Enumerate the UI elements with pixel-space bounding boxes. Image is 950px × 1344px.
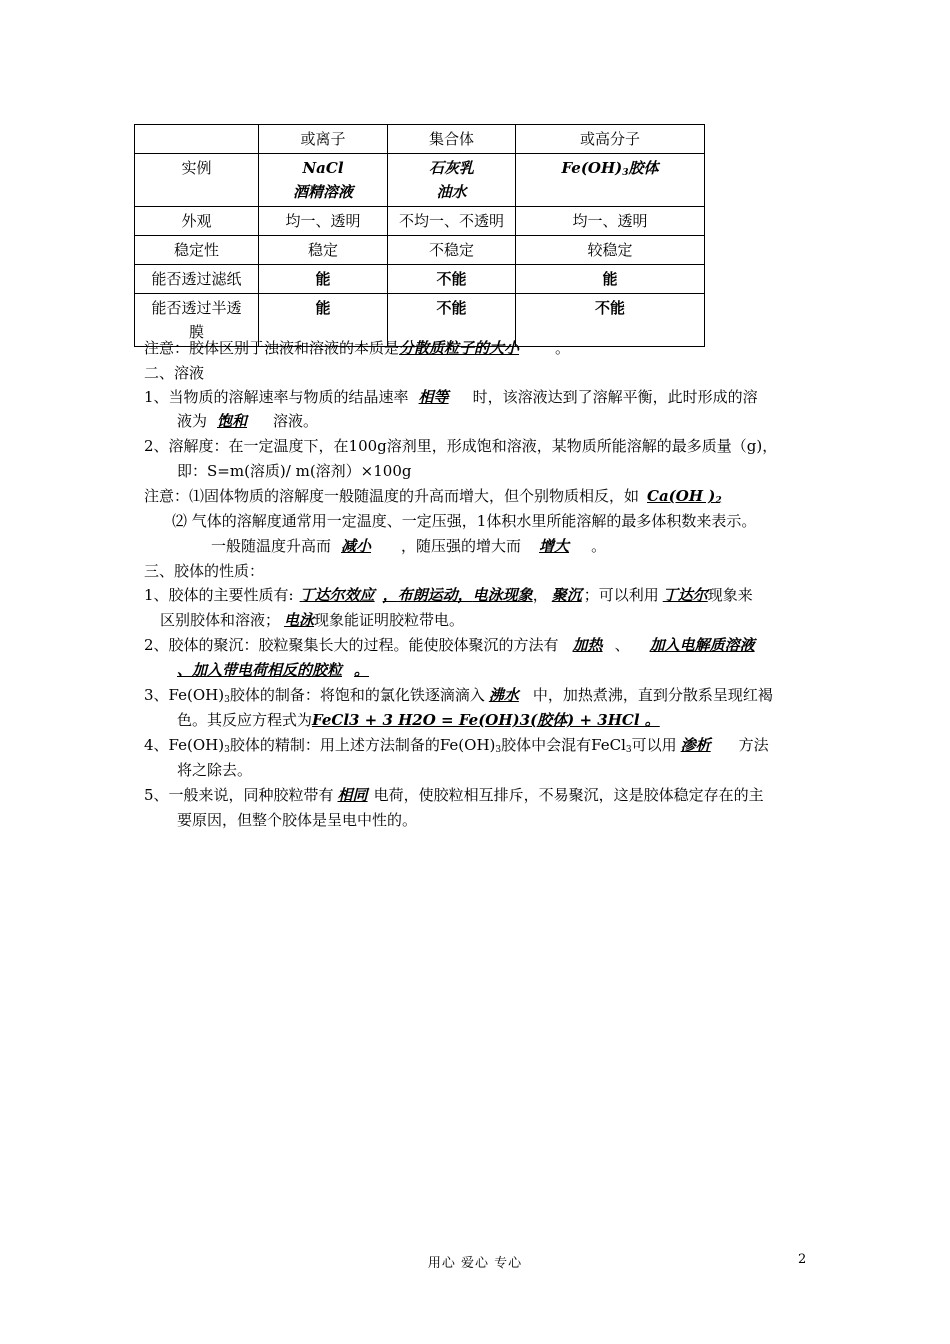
table-cell: 不能 xyxy=(516,294,705,347)
table-cell xyxy=(135,125,259,154)
example-item: 酒精溶液 xyxy=(292,183,353,201)
paragraph-line xyxy=(177,709,660,731)
table-cell: 能 xyxy=(259,294,388,347)
table-cell: 实例 xyxy=(135,154,259,207)
text: 1、胶体的主要性质有: xyxy=(144,586,294,604)
text: ， xyxy=(382,586,398,604)
answer-text: 丁达尔 xyxy=(662,586,708,604)
text: 、 xyxy=(177,661,193,679)
answer-text: 布朗运动 xyxy=(397,586,458,604)
text: ；可以利用 xyxy=(583,586,659,604)
subscript: 3 xyxy=(622,168,629,178)
text: 一般随温度升高而 xyxy=(211,537,332,555)
text: 可以用 xyxy=(631,736,677,754)
text: 中，加热煮沸，直到分散系呈现红褐 xyxy=(532,686,773,704)
answer-blank xyxy=(639,487,762,505)
colloid-comparison-table xyxy=(134,124,705,347)
text: 现象来 xyxy=(707,586,753,604)
text: 3、Fe(OH) xyxy=(144,686,225,704)
answer-text: 加入电解质溶液 xyxy=(649,636,755,654)
table-cell: 均一、透明 xyxy=(259,207,388,236)
paragraph-line xyxy=(160,609,464,631)
paragraph-line xyxy=(144,386,758,408)
answer-text: 电泳现象 xyxy=(472,586,533,604)
answer-text: 渗析 xyxy=(680,736,711,754)
example-item: NaCl xyxy=(302,159,344,177)
text: 、 xyxy=(614,636,630,654)
text: 1、当物质的溶解速率与物质的结晶速率 xyxy=(144,388,409,406)
answer-blank xyxy=(207,412,273,430)
section-title: 三、胶体的性质： xyxy=(144,562,265,580)
table-cell: 不能 xyxy=(388,294,516,347)
subscript: 3 xyxy=(224,695,230,705)
answer-text: 沸水 xyxy=(488,686,519,704)
text: 5、一般来说，同种胶粒带有 xyxy=(144,786,334,804)
paragraph-line xyxy=(144,684,773,711)
answer-blank xyxy=(280,611,314,629)
text: 2、胶体的聚沉：胶粒聚集长大的过程。能使胶体聚沉的方法有 xyxy=(144,636,559,654)
table-cell xyxy=(516,154,705,207)
text: ， xyxy=(532,586,548,604)
table-cell: 或高分子 xyxy=(516,125,705,154)
text: 胶体的制备：将饱和的氯化铁逐滴滴入 xyxy=(229,686,485,704)
answer-text: 电泳 xyxy=(284,611,315,629)
answer-blank xyxy=(659,586,708,604)
answer-blank xyxy=(331,537,401,555)
text: 现象能证明胶粒带电。 xyxy=(314,611,465,629)
subscript: 2 xyxy=(715,496,722,506)
note-line xyxy=(144,485,762,512)
table-row xyxy=(135,154,705,207)
table-cell xyxy=(259,154,388,207)
text: ， xyxy=(457,586,473,604)
table-cell: 能否透过滤纸 xyxy=(135,265,259,294)
text: 时，该溶液达到了溶解平衡，此时形成的溶 xyxy=(472,388,758,406)
text: 方法 xyxy=(738,736,769,754)
text: 液为 xyxy=(177,412,208,430)
example-item: 油水 xyxy=(436,183,467,201)
table-cell: 不稳定 xyxy=(388,236,516,265)
answer-blank xyxy=(177,661,369,679)
table-cell: 较稳定 xyxy=(516,236,705,265)
answer-blank xyxy=(409,388,473,406)
text: 4、Fe(OH) xyxy=(144,736,225,754)
answer-text: 饱和 xyxy=(217,412,248,430)
text: 溶液。 xyxy=(273,412,319,430)
answer-blank xyxy=(294,586,533,604)
table-cell: 外观 xyxy=(135,207,259,236)
page-footer: 用心 爱心 专心 xyxy=(427,1256,523,1271)
text: 胶体中会混有FeCl xyxy=(501,736,626,754)
answer-blank xyxy=(548,586,584,604)
table-cell: 均一、透明 xyxy=(516,207,705,236)
subscript: 3 xyxy=(625,745,632,755)
answer-blank xyxy=(559,636,615,654)
paragraph-line: 将之除去。 xyxy=(177,761,253,779)
answer-text: 丁达尔效应 xyxy=(299,586,375,604)
table-cell: 集合体 xyxy=(388,125,516,154)
table-cell: 不均一、不透明 xyxy=(388,207,516,236)
table-cell: 稳定性 xyxy=(135,236,259,265)
text: 色。其反应方程式为 xyxy=(177,711,313,729)
answer-blank xyxy=(399,339,555,357)
paragraph-line xyxy=(177,659,369,681)
table-cell: 不能 xyxy=(388,265,516,294)
table-row xyxy=(135,125,705,154)
note-line xyxy=(144,337,570,359)
text: 。 xyxy=(555,339,571,357)
page-number: 2 xyxy=(798,1252,807,1267)
answer-text: 加热 xyxy=(572,636,603,654)
paragraph-line xyxy=(144,784,764,806)
text: 电荷，使胶粒相互排斥，不易聚沉，这是胶体稳定存在的主 xyxy=(373,786,764,804)
note-line xyxy=(211,535,606,557)
answer-text: 聚沉 xyxy=(551,586,582,604)
answer-blank xyxy=(334,786,374,804)
paragraph-line: 2、溶解度：在一定温度下，在100g溶剂里，形成饱和溶液，某物质所能溶解的最多质量（g)， xyxy=(144,437,778,455)
equation: FeCl3 + 3 H2O = Fe(OH)3(胶体) + 3HCl 。 xyxy=(312,711,660,729)
answer-blank xyxy=(521,537,591,555)
text: 注意：⑴固体物质的溶解度一般随温度的升高而增大，但个别物质相反，如 xyxy=(144,487,640,505)
answer-text: 加入带电荷相反的胶粒 xyxy=(192,661,343,679)
text: 。 xyxy=(591,537,607,555)
answer-text: 减小 xyxy=(341,537,372,555)
answer-blank xyxy=(677,736,733,754)
table-cell: 能 xyxy=(516,265,705,294)
example-item: Fe(OH) xyxy=(561,159,623,177)
paragraph-line: 即：S=m(溶质)/ m(溶剂）×100g xyxy=(177,462,412,480)
paragraph-line xyxy=(144,634,755,656)
table-cell: 稳定 xyxy=(259,236,388,265)
answer-text: 分散质粒子的大小 xyxy=(399,339,520,357)
table-row xyxy=(135,207,705,236)
answer-blank xyxy=(485,686,533,704)
subscript: 3 xyxy=(224,745,230,755)
paragraph-line xyxy=(144,734,769,761)
example-item: 胶体 xyxy=(628,159,659,177)
paragraph-line: 要原因，但整个胶体是呈电中性的。 xyxy=(177,811,418,829)
table-cell: 能 xyxy=(259,265,388,294)
answer-text: Ca(OH ) xyxy=(647,487,716,505)
text: 胶体的精制：用上述方法制备的Fe(OH) xyxy=(229,736,496,754)
table-row xyxy=(135,265,705,294)
answer-text: 相同 xyxy=(337,786,368,804)
table-cell xyxy=(388,154,516,207)
section-title: 二、溶液 xyxy=(144,364,205,382)
answer-text: 相等 xyxy=(418,388,449,406)
note-line: ⑵ 气体的溶解度通常用一定温度、一定压强，1体积水里所能溶解的最多体积数来表示。 xyxy=(172,512,757,530)
answer-text: 增大 xyxy=(539,537,570,555)
table-cell: 能否透过半透膜 xyxy=(135,294,259,347)
table-cell: 或离子 xyxy=(259,125,388,154)
example-item: 石灰乳 xyxy=(428,159,474,177)
text: 区别胶体和溶液； xyxy=(160,611,281,629)
answer-blank xyxy=(646,636,755,654)
table-row xyxy=(135,236,705,265)
text: 注意：胶体区别于浊液和溶液的本质是 xyxy=(144,339,400,357)
text: 。 xyxy=(354,661,370,679)
paragraph-line xyxy=(144,584,753,606)
subscript: 3 xyxy=(495,745,502,755)
text: ，随压强的增大而 xyxy=(401,537,522,555)
paragraph-line xyxy=(177,410,318,432)
